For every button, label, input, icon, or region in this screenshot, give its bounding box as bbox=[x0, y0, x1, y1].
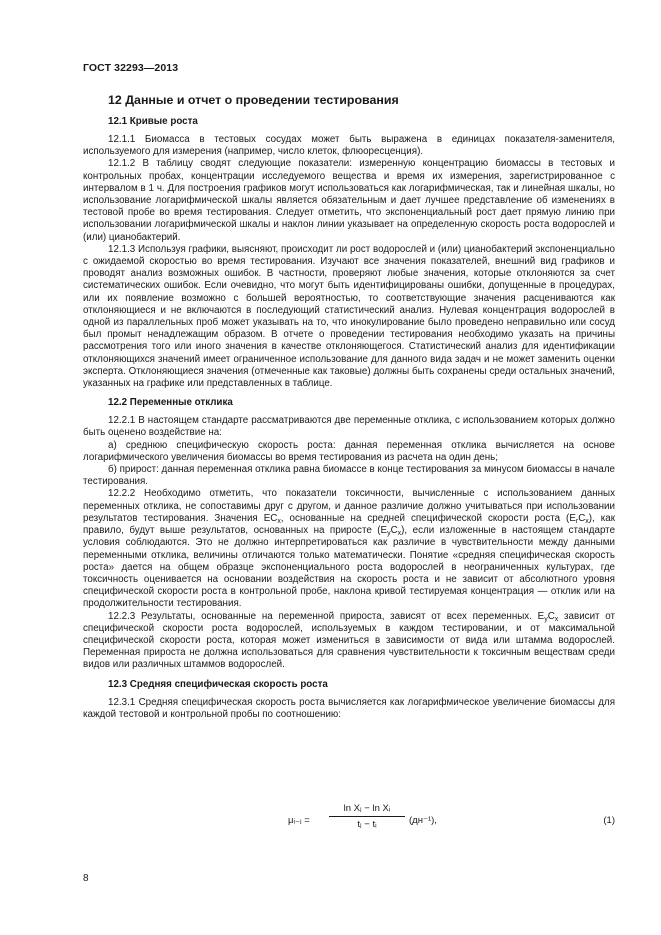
subscript: x bbox=[277, 517, 281, 525]
list-item-b: б) прирост: данная переменная отклика равна биомассе в конце тестирования за минусом биомассы в начале тестирования. bbox=[83, 464, 615, 488]
equation-lhs: μᵢ₋ⱼ = bbox=[288, 815, 310, 826]
paragraph-12-1-3: 12.1.3 Используя графики, выясняют, происходит ли рост водорослей и (или) цианобактерий экспоненциально с ожидаемой скоростью во время тестирования. Изучают все значения показателей, внешний вид графиков и проводят анализ возможных ошибок. В частности, проверяют любые значения, которые отклоняются за счет систематических ошибок. Если очевидно, что могут быть идентифицированы ошибки, допущенные в процедурах, или их появление возможно с большей вероятностью, то соответствующие значения расцениваются как отклоняющиеся и не включаются в последующий статистический анализ. Нулевая концентрация водорослей в одной из параллельных проб может указывать на то, что инокулирование было проведено неправильно или сосуд был промыт ненадлежащим образом. В отчете о проведении тестирования необходимо указать на причины рассмотрения того или иного значения в качестве отклоняющегося. Статистический анализ для идентификации отклоняющихся значений имеет ограниченное использование для данного вида задач и не может заменить оценки эксперта. Отклоняющиеся значения (отмеченные как таковые) должны быть сохранены среди остальных значений, указанных на графике или представленных в таблице. bbox=[83, 243, 615, 390]
equation-1 bbox=[83, 803, 615, 843]
text-run: ), как правило, будут выше результатов, основанных на приросте (E bbox=[83, 512, 615, 537]
page-number: 8 bbox=[83, 873, 89, 884]
paragraph-12-3-1: 12.3.1 Средняя специфическая скорость роста вычисляется как логарифмическое увеличение биомассы для каждой тестовой и контрольной пробы по соотношению: bbox=[83, 696, 615, 720]
list-item-a: а) среднюю специфическую скорость роста: данная переменная отклика вычисляется на основе логарифмического увеличения биомассы во время тестирования из расчета на один день; bbox=[83, 439, 615, 463]
text-run: C bbox=[578, 512, 586, 524]
text-run: 12.2.3 Результаты, основанные на переменной прироста, зависят от всех переменных. E bbox=[108, 610, 545, 622]
equation-numerator: ln Xⱼ − ln Xᵢ bbox=[329, 803, 405, 817]
subscript: y bbox=[544, 615, 548, 623]
text-run: C bbox=[390, 525, 398, 537]
subscript: x bbox=[585, 517, 589, 525]
subscript: y bbox=[387, 530, 391, 538]
text-run: 12.2.2 Необходимо отметить, что показатели токсичности, вычисленные с использованием данных переменных отклика, не сопоставимы друг с другом, и данное различие должно учитываться при использовании результатов тестирования. Значения EC bbox=[83, 488, 615, 524]
paragraph-12-2-2 bbox=[83, 488, 615, 610]
text-run: ), если изложенные в настоящем стандарте условия соблюдаются. Это не должно интерпретироваться как различие в чувствительности между данными переменными отклика, величины отличаются только математически. Понятие «средняя специфическая скорость роста» дается на общем образце экспоненциального роста водорослей в неограниченных культурах, где токсичность оценивается на основании воздействия на скорость роста и не зависит от абсолютного уровня специфической скорости роста в контрольной пробе, наклона кривой тестируемая концентрация — отклик или на продолжительности тестирования. bbox=[83, 525, 616, 610]
equation-fraction bbox=[329, 803, 405, 830]
text-run: C bbox=[547, 610, 555, 622]
paragraph-12-1-1: 12.1.1 Биомасса в тестовых сосудах может быть выражена в единицах показателя-заменителя, используемого для измерения (например, число клеток, флюоресценция). bbox=[83, 134, 615, 158]
text-run: , основанные на средней специфической скорости роста (E bbox=[280, 512, 576, 524]
subscript: r bbox=[575, 517, 579, 525]
subscript: x bbox=[554, 615, 559, 623]
subscript: x bbox=[397, 530, 402, 538]
equation-number: (1) bbox=[603, 815, 615, 826]
paragraph-12-2-3 bbox=[83, 611, 615, 672]
text-run: зависит от специфической скорости роста водорослей, используемых в каждом тестировании, и от максимальной специфической скорости роста, которая может измениться в зависимости от вида или штамма водорослей. Переменная прироста не должна использоваться для сравнения чувствительности к токсичным веществам среди видов или различных штаммов водорослей. bbox=[83, 610, 616, 671]
subsection-title-12-2: 12.2 Переменные отклика bbox=[108, 397, 233, 409]
page-content bbox=[83, 93, 615, 721]
equation-denominator: tⱼ − tᵢ bbox=[357, 819, 377, 830]
subsection-title-12-1: 12.1 Кривые роста bbox=[108, 116, 198, 127]
paragraph-12-1-2: 12.1.2 В таблицу сводят следующие показатели: измеренную концентрацию биомассы в тестовых и контрольных пробах, концентрации исследуемого вещества и время их измерения, зарегистрированное с интервалом в 1 ч. Для построения графиков могут использоваться как логарифмическая, так и линейная шкалы, но использование логарифмической шкалы является обязательным и дает лучшее представление об изменениях в тестовой пробе во время тестирования. Следует отметить, что экспоненциальный рост дает прямую линию при использовании логарифмической шкалы и наклон линии указывает на определенную скорость роста водорослей и (или) цианобактерий. bbox=[83, 158, 615, 243]
section-title: 12 Данные и отчет о проведении тестирования bbox=[108, 93, 399, 107]
document-header: ГОСТ 32293—2013 bbox=[83, 62, 179, 74]
paragraph-12-2-1: 12.2.1 В настоящем стандарте рассматриваются две переменные отклика, с использованием которых должно быть оценено воздействие на: bbox=[83, 415, 615, 439]
equation-units: (дн⁻¹), bbox=[409, 815, 437, 826]
subsection-title-12-3: 12.3 Средняя специфическая скорость роста bbox=[108, 678, 328, 690]
